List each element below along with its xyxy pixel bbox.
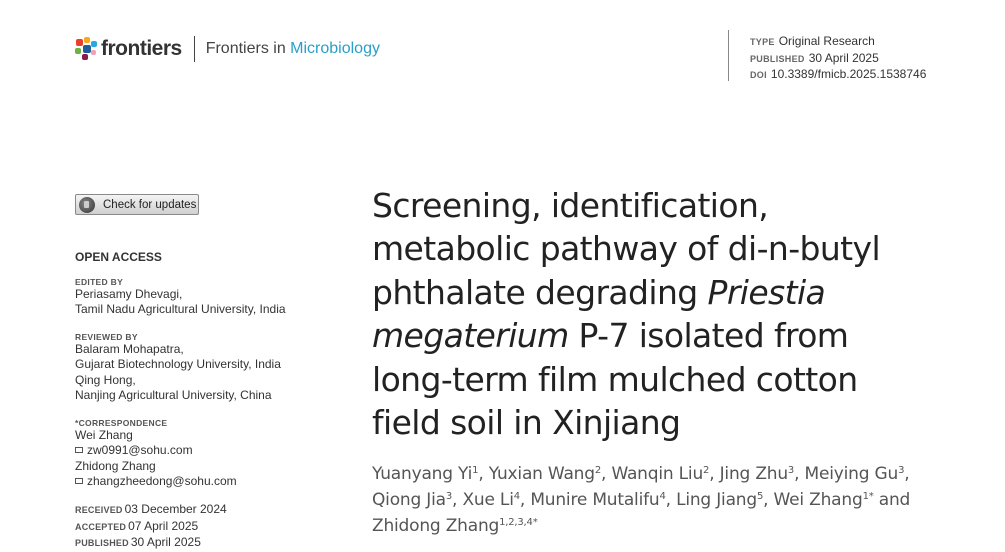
check-updates-icon: [79, 197, 95, 213]
brand-divider: [194, 36, 195, 62]
author-affiliation-ref: 3: [787, 465, 795, 476]
author-name[interactable]: Yuanyang Yi$^1$: [372, 464, 479, 484]
journal-name[interactable]: Frontiers in Microbiology: [205, 40, 380, 57]
author-affiliation-ref: 3: [898, 465, 905, 476]
author-name[interactable]: Jing Zhu$^3$: [719, 464, 795, 484]
meta-divider: [728, 30, 729, 81]
meta-published: PUBLISHED 30 April 2025: [750, 50, 879, 65]
reviewed-by-section: REVIEWED BY Balaram Mohapatra, Gujarat Biotechnology University, India Qing Hong, Nanjing Agricultural University, China: [75, 332, 281, 403]
reviewer-name: Balaram Mohapatra,: [75, 342, 184, 356]
author-name[interactable]: Qiong Jia$^3$: [372, 490, 453, 510]
email-link[interactable]: zw0991@sohu.com: [87, 443, 193, 458]
author-name[interactable]: Wei Zhang$^{1*}$: [773, 490, 874, 510]
author-name[interactable]: Wanqin Liu$^2$: [611, 464, 710, 484]
author-affiliation-ref: 4: [513, 491, 520, 502]
author-affiliation-ref: 1,2,3,4*: [499, 517, 538, 528]
open-access-label: OPEN ACCESS: [75, 250, 162, 264]
author-affiliation-ref: 4: [659, 491, 666, 502]
author-affiliation-ref: 1*: [862, 491, 874, 502]
mail-icon: [75, 447, 83, 453]
editor-name: Periasamy Dhevagi,: [75, 287, 183, 301]
mail-icon: [75, 478, 83, 484]
author-name[interactable]: Xue Li$^4$: [462, 490, 520, 510]
article-meta: [750, 34, 926, 84]
author-name[interactable]: Ling Jiang$^5$: [676, 490, 764, 510]
accepted-date: ACCEPTED 07 April 2025: [75, 518, 199, 533]
author-name[interactable]: Zhidong Zhang$^{1,2,3,4*}$: [372, 516, 538, 536]
reviewer-name: Qing Hong,: [75, 372, 136, 387]
author-affiliation-ref: 2: [594, 465, 602, 476]
author-affiliation-ref: 3: [445, 491, 453, 502]
dates-section: [75, 502, 227, 552]
corresponding-author: Wei Zhang: [75, 428, 133, 442]
journal-header: [75, 34, 380, 64]
published-date: PUBLISHED 30 April 2025: [75, 535, 201, 550]
meta-doi: DOI 10.3389/fmicb.2025.1538746: [750, 67, 927, 81]
corresponding-author: Zhidong Zhang: [75, 458, 156, 473]
author-name[interactable]: Munire Mutalifu$^4$: [530, 490, 666, 510]
meta-type: TYPE Original Research: [750, 34, 875, 48]
author-name[interactable]: Meiying Gu$^3$: [804, 464, 905, 484]
editor-affiliation: Tamil Nadu Agricultural University, India: [75, 302, 286, 317]
frontiers-logo-icon: [75, 37, 97, 61]
email-link[interactable]: zhangzheedong@sohu.com: [87, 474, 237, 489]
check-for-updates-button[interactable]: Check for updates: [75, 194, 199, 215]
author-affiliation-ref: 1: [472, 465, 479, 476]
doi-link[interactable]: 10.3389/fmicb.2025.1538746: [770, 67, 927, 81]
edited-by-section: EDITED BY Periasamy Dhevagi, Tamil Nadu Agricultural University, India: [75, 277, 286, 317]
correspondence-section: *CORRESPONDENCE Wei Zhang zw0991@sohu.com Zhidong Zhang zhangzheedong@sohu.com: [75, 418, 237, 489]
author-affiliation-ref: 5: [756, 491, 764, 502]
author-name[interactable]: Yuxian Wang$^2$: [488, 464, 602, 484]
author-list: Yuanyang Yi$^1$, Yuxian Wang$^2$, Wanqin Liu$^2$, Jing Zhu$^3$, Meiying Gu$^3$, Qiong Jia$^3$, Xue Li$^4$, Munire Mutalifu$^4$, Ling Jiang$^5$, Wei Zhang$^{1*}$ and Zhidong Zhang$^{1,2,3,4*}$: [372, 464, 911, 536]
reviewer-affiliation: Gujarat Biotechnology University, India: [75, 357, 281, 372]
author-affiliation-ref: 2: [703, 465, 710, 476]
received-date: RECEIVED 03 December 2024: [75, 502, 227, 516]
brand-name[interactable]: frontiers: [101, 37, 182, 60]
article-title: Screening, identification, metabolic pathway of di-n-butyl phthalate degrading Priestia megaterium P-7 isolated from long-term film mulched cotton field soil in Xinjiang: [372, 186, 881, 443]
reviewer-affiliation: Nanjing Agricultural University, China: [75, 388, 272, 403]
